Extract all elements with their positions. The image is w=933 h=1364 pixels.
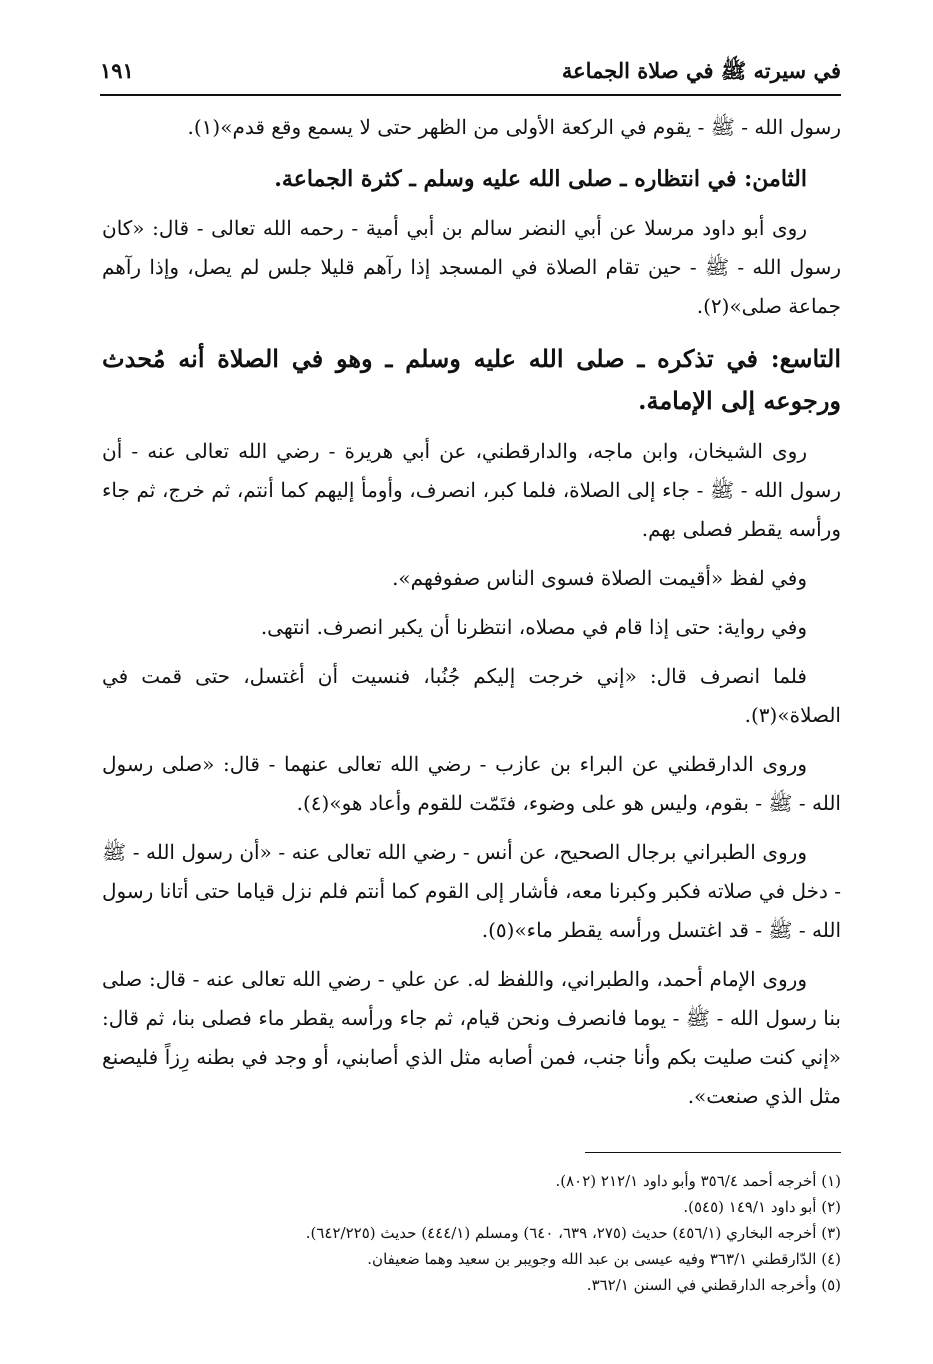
section-heading-eighth: الثامن: في انتظاره ـ صلى الله عليه وسلم ـ كثرة الجماعة. (274, 166, 807, 192)
page-header (100, 52, 841, 96)
paragraph: وفي لفظ «أقيمت الصلاة فسوى الناس صفوفهم». (392, 566, 807, 590)
paragraph: فلما انصرف قال: «إني خرجت إليكم جُنُبا، فنسيت أن أغتسل، حتى قمت في الصلاة»(٣). (102, 664, 841, 727)
footnote: (٥) وأخرجه الدارقطني في السنن ٣٦٢/١. (586, 1276, 841, 1294)
footnote-divider (585, 1152, 841, 1153)
footnote: (٢) أبو داود ١٤٩/١ (٥٤٥). (683, 1198, 841, 1216)
main-text (102, 108, 841, 1116)
footnote: (٤) الدّارقطني ٣٦٣/١ وفيه عيسى بن عبد الله وجويبر بن سعيد وهما ضعيفان. (367, 1250, 841, 1268)
paragraph: وفي رواية: حتى إذا قام في مصلاه، انتظرنا أن يكبر انصرف. انتهى. (260, 615, 807, 639)
paragraph: وروى الإمام أحمد، والطبراني، واللفظ له. عن علي - رضي الله تعالى عنه - قال: صلى بنا رسول الله - ﷺ - يوما فانصرف ونحن قيام، ثم جاء ورأسه يقطر ماء فصلى بنا، ثم قال: «إني كنت صليت بكم وأنا جنب، فمن أصابه مثل الذي أصابني، أو وجد في بطنه رِزاً فليصنع مثل الذي صنعت». (102, 967, 841, 1108)
paragraph: رسول الله - ﷺ - يقوم في الركعة الأولى من الظهر حتى لا يسمع وقع قدم»(١). (187, 115, 841, 139)
page-number: ١٩١ (100, 58, 134, 83)
paragraph: وروى الدارقطني عن البراء بن عازب - رضي الله تعالى عنهما - قال: «صلى رسول الله - ﷺ - بقوم، وليس هو على وضوء، فتَمّت للقوم وأعاد هو»(٤). (102, 752, 841, 815)
paragraph: روى أبو داود مرسلا عن أبي النضر سالم بن أبي أمية - رحمه الله تعالى - قال: «كان رسول الله - ﷺ - حين تقام الصلاة في المسجد إذا رآهم قليلا جلس لم يصل، وإذا رآهم جماعة صلى»(٢). (102, 216, 841, 318)
footnote: (٣) أخرجه البخاري (٤٥٦/١) حديث (٢٧٥، ٦٣٩، ٦٤٠) ومسلم (٤٤٤/١) حديث (٦٤٢/٢٢٥). (305, 1224, 841, 1242)
paragraph: وروى الطبراني برجال الصحيح، عن أنس - رضي الله تعالى عنه - «أن رسول الله - ﷺ - دخل في صلاته فكبر وكبرنا معه، فأشار إلى القوم كما أنتم فلم نزل قياما حتى أتانا رسول الله - ﷺ - قد اغتسل ورأسه يقطر ماء»(٥). (102, 840, 841, 942)
footnotes (102, 1168, 841, 1298)
paragraph: روى الشيخان، وابن ماجه، والدارقطني، عن أبي هريرة - رضي الله تعالى عنه - أن رسول الله - ﷺ - جاء إلى الصلاة، فلما كبر، انصرف، وأومأ إليهم كما أنتم، ثم خرج، ثم جاء ورأسه يقطر فصلى بهم. (102, 439, 842, 541)
header-divider (100, 94, 841, 96)
section-heading-ninth: التاسع: في تذكره ـ صلى الله عليه وسلم ـ وهو في الصلاة أنه مُحدث ورجوعه إلى الإمامة. (102, 344, 841, 415)
running-title: في سيرته ﷺ في صلاة الجماعة (561, 58, 841, 83)
footnote: (١) أخرجه أحمد ٣٥٦/٤ وأبو داود ٢١٢/١ (٨٠٢). (555, 1172, 841, 1190)
